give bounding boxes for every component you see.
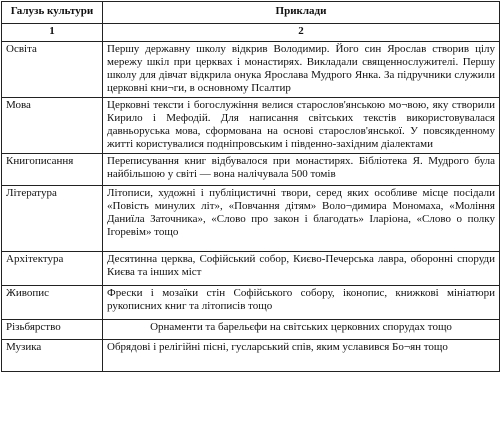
header-row bbox=[2, 2, 500, 24]
field-cell: Музика bbox=[2, 340, 103, 372]
example-cell: Переписування книг відбувалося при монастирях. Бібліотека Я. Мудрого була найбільшою у світі — вона налічувала 500 томів bbox=[103, 154, 500, 186]
table-row bbox=[2, 98, 500, 154]
header-field: Галузь культури bbox=[2, 2, 103, 24]
field-cell: Мова bbox=[2, 98, 103, 154]
example-cell: Церковні тексти і богослужіння велися старослов'янською мо¬вою, яку створили Кирило і Мефодій. Для написання світських текстів використовувалася давньоруська мова, сформована на основі старослов'янської. У повсякденному житті користувалися подніпровським і південно-західним діалектами bbox=[103, 98, 500, 154]
example-cell: Десятинна церква, Софійський собор, Києво-Печерська лавра, оборонні споруди Києва та інших міст bbox=[103, 252, 500, 286]
example-cell: Обрядові і релігійні пісні, гусларський спів, яким уславився Бо¬ян тощо bbox=[103, 340, 500, 372]
field-cell: Освіта bbox=[2, 42, 103, 98]
table-row bbox=[2, 320, 500, 340]
example-cell: Орнаменти та барельєфи на світських церковних спорудах тощо bbox=[103, 320, 500, 340]
table-row bbox=[2, 154, 500, 186]
field-cell: Книгописання bbox=[2, 154, 103, 186]
example-cell: Першу державну школу відкрив Володимир. Його син Ярослав створив цілу мережу шкіл при церквах і монастирях. Викладали священнослужителі. Першу школу для дівчат відкрила онука Ярослава Мудрого Янка. За підручники служили церковні кни¬ги, в основному Псалтир bbox=[103, 42, 500, 98]
field-cell: Література bbox=[2, 186, 103, 252]
example-cell: Літописи, художні і публіцистичні твори, серед яких особливе місце посідали «Повість минулих літ», «Повчання дітям» Воло¬димира Мономаха, «Моління Даниїла Заточника», «Слово про закон і благодать» Іларіона, «Слово о полку Ігоревім» тощо bbox=[103, 186, 500, 252]
culture-table bbox=[1, 1, 500, 372]
field-cell: Різьбярство bbox=[2, 320, 103, 340]
header-examples: Приклади bbox=[103, 2, 500, 24]
example-cell: Фрески і мозаїки стін Софійського собору, іконопис, книжкові мініатюри рукописних книг та літописів тощо bbox=[103, 286, 500, 320]
table-row bbox=[2, 286, 500, 320]
column-number-row bbox=[2, 24, 500, 42]
table-row bbox=[2, 252, 500, 286]
field-cell: Архітектура bbox=[2, 252, 103, 286]
field-cell: Живопис bbox=[2, 286, 103, 320]
column-number: 2 bbox=[103, 24, 500, 42]
table-row bbox=[2, 186, 500, 252]
column-number: 1 bbox=[2, 24, 103, 42]
table-row bbox=[2, 340, 500, 372]
table-row bbox=[2, 42, 500, 98]
